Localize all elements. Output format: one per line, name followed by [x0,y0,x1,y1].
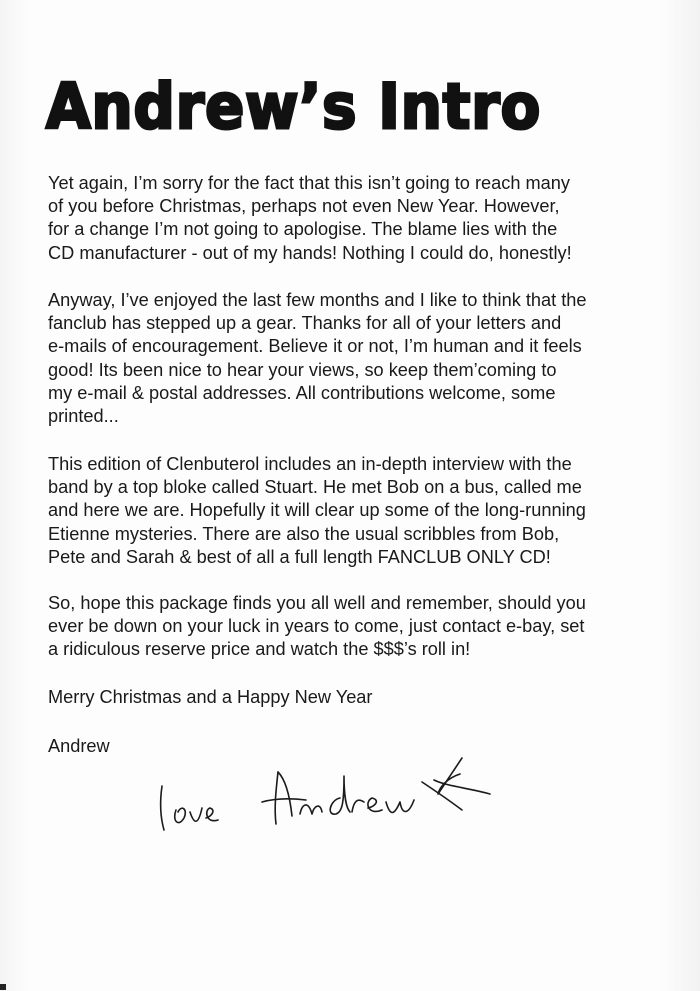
text-line: This edition of Clenbuterol includes an in-depth interview with the [48,454,572,474]
intro-paragraph-1 [48,172,668,265]
text-line: Etienne mysteries. There are also the usual scribbles from Bob, [48,523,560,544]
text-line: Yet again, I’m sorry for the fact that this isn’t going to reach many [48,173,570,193]
text-line: CD manufacturer - out of my hands! Nothing I could do, honestly! [48,242,572,263]
signoff-name: Andrew [48,736,110,756]
text-line: my e-mail & postal addresses. All contributions welcome, some [48,382,556,403]
text-line: a ridiculous reserve price and watch the $$$’s roll in! [48,639,471,660]
text-line: band by a top bloke called Stuart. He met Bob on a bus, called me [48,477,582,498]
text-line: e-mails of encouragement. Believe it or not, I’m human and it feels [48,336,582,357]
text-line: and here we are. Hopefully it will clear up some of the long-running [48,500,586,521]
text-line: for a change I’m not going to apologise. The blame lies with the [48,219,558,240]
text-line: fanclub has stepped up a gear. Thanks for all of your letters and [48,313,562,334]
page-title: Andrew’s Intro [46,70,542,143]
handwritten-signature [150,728,500,838]
intro-paragraph-2 [48,289,668,428]
text-line: of you before Christmas, perhaps not even New Year. However, [48,196,560,217]
scan-edge-mark [0,984,6,990]
text-line: ever be down on your luck in years to come, just contact e-bay, set [48,616,585,637]
text-line: Anyway, I’ve enjoyed the last few months and I like to think that the [48,290,587,310]
text-line: So, hope this package finds you all well and remember, should you [48,593,586,613]
closing-line: Merry Christmas and a Happy New Year [48,687,373,707]
text-line: Pete and Sarah & best of all a full length FANCLUB ONLY CD! [48,546,551,567]
text-line: good! Its been nice to hear your views, so keep them’coming to [48,359,557,380]
intro-paragraph-3 [48,453,668,569]
text-line: printed... [48,406,119,427]
intro-paragraph-4 [48,592,668,662]
